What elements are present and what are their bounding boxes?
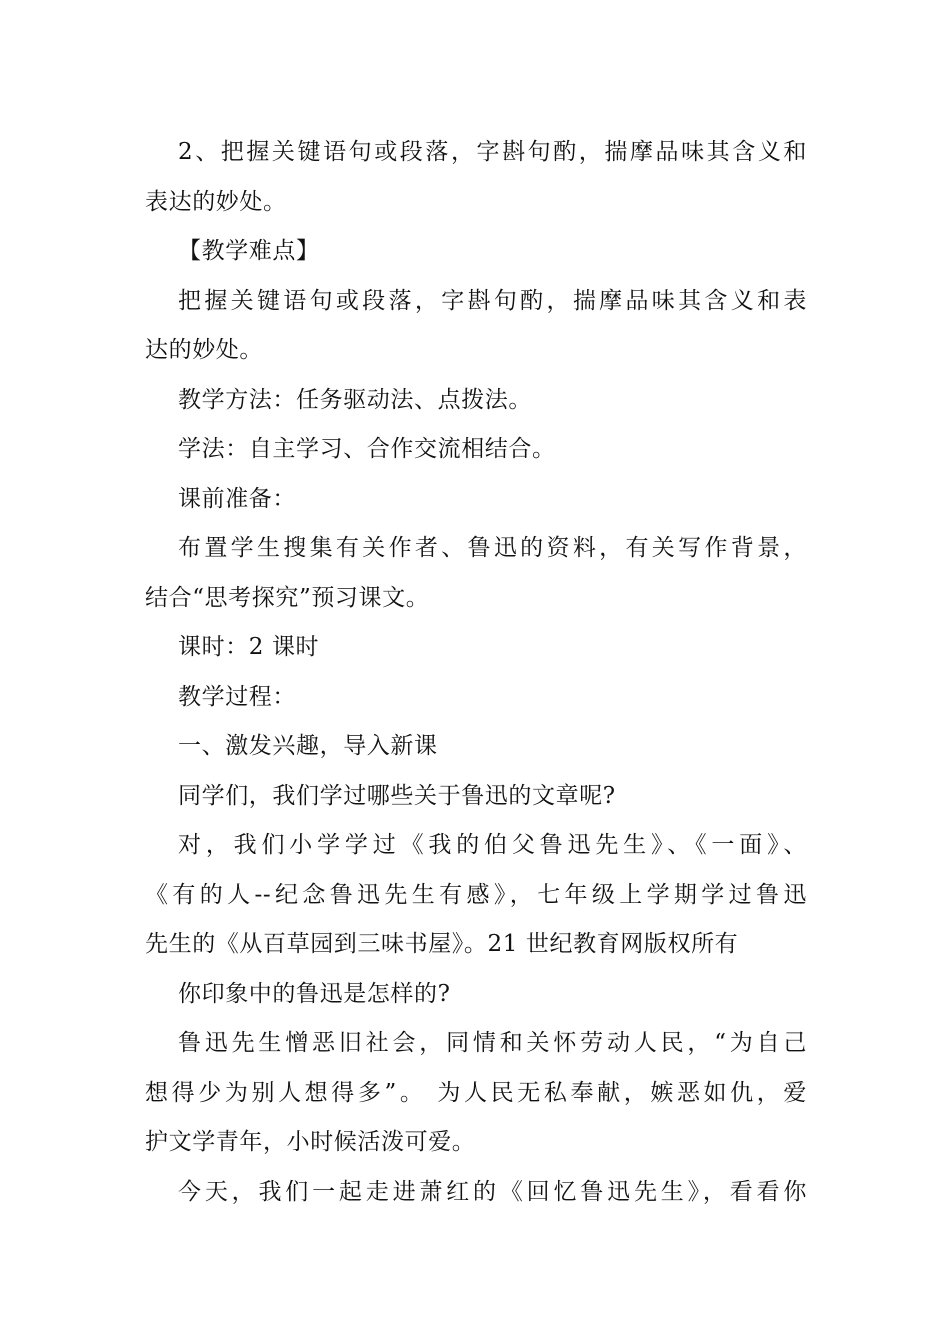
text-line: 结合“思考探究”预习课文。: [145, 584, 430, 611]
text-line: 护文学青年，小时候活泼可爱。: [145, 1129, 476, 1155]
text-line: 今天，我们一起走进萧红的《回忆鲁迅先生》，看看你: [178, 1178, 807, 1205]
text-line: 课时：2 课时: [178, 634, 320, 660]
text-line: 2、把握关键语句或段落，字斟句酌，揣摩品味其含义和: [178, 139, 807, 165]
text-line: 表达的妙处。: [145, 188, 287, 215]
text-line: 学法：自主学习、合作交流相结合。: [178, 436, 556, 462]
text-line: 你印象中的鲁迅是怎样的?: [178, 980, 451, 1007]
section-heading: 一、激发兴趣，导入新课: [178, 733, 438, 759]
text-line: 把握关键语句或段落，字斟句酌，揣摩品味其含义和表: [178, 287, 807, 314]
text-line: 鲁迅先生憎恶旧社会，同情和关怀劳动人民，“为自己: [178, 1030, 807, 1056]
section-heading: 【教学难点】: [178, 238, 320, 264]
text-line: 想得少为别人想得多”。 为人民无私奉献，嫉恶如仇，爱: [145, 1079, 807, 1106]
text-line: 教学方法：任务驱动法、点拨法。: [178, 386, 532, 413]
text-line: 教学过程：: [178, 683, 296, 710]
text-line: 先生的《从百草园到三味书屋》。21 世纪教育网版权所有: [145, 931, 739, 957]
text-line: 布置学生搜集有关作者、鲁迅的资料，有关写作背景，: [178, 535, 807, 561]
text-line: 对，我们小学学过《我的伯父鲁迅先生》、《一面》、: [178, 832, 807, 858]
text-line: 课前准备：: [178, 485, 296, 512]
text-line: 《有的人--纪念鲁迅先生有感》，七年级上学期学过鲁迅: [145, 881, 807, 908]
text-line: 同学们，我们学过哪些关于鲁迅的文章呢?: [178, 782, 616, 809]
document-page: [145, 128, 807, 1217]
text-line: 达的妙处。: [145, 337, 263, 363]
